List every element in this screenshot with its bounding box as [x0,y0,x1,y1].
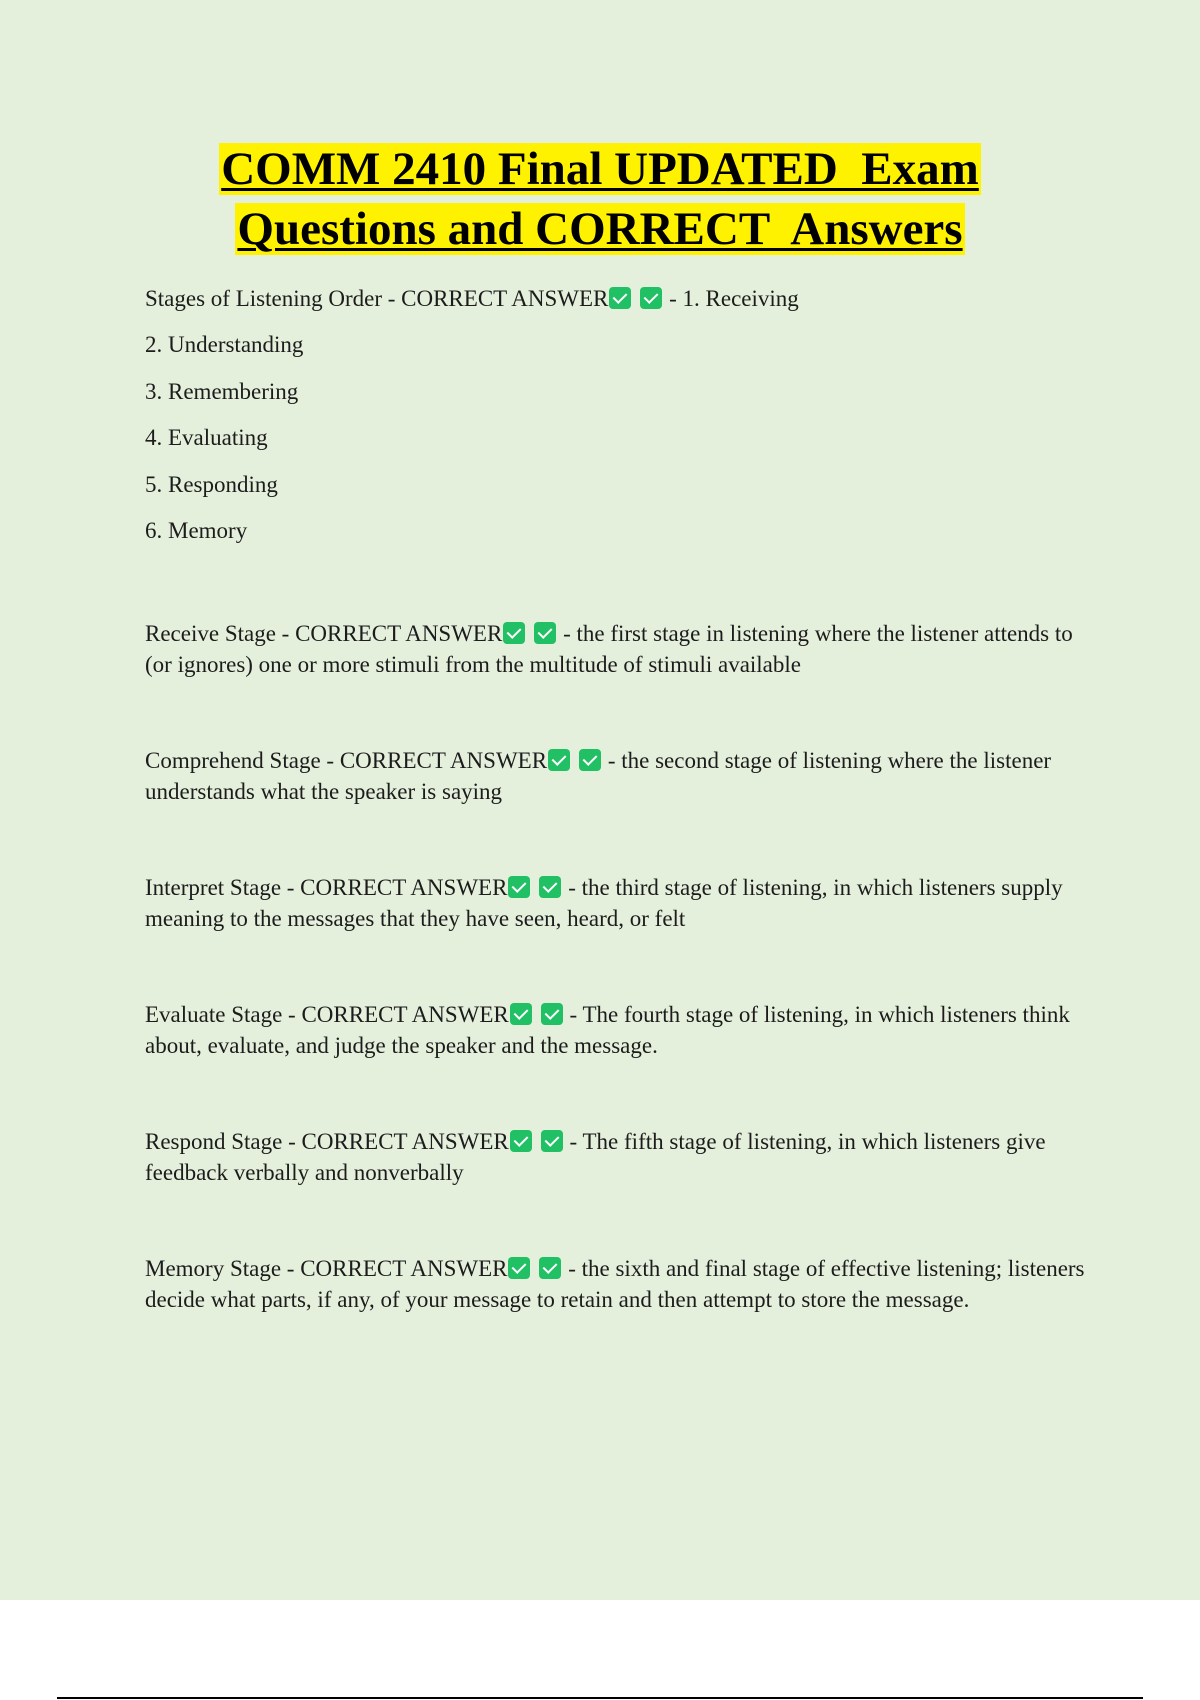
check-mark-icon [508,876,530,898]
list-item: 6. Memory [145,518,248,543]
title-line-1: COMM 2410 Final UPDATED Exam [221,143,979,195]
qa-content [145,283,1085,1315]
qa-term: Stages of Listening Order - CORRECT ANSWER [145,286,609,311]
check-mark-icon [534,622,556,644]
qa-answer: - the sixth and final stage of effective listening; listeners decide what parts, if any, of your message to retain and then attempt to store the message. [145,1255,1085,1312]
qa-item [145,999,1085,1061]
check-mark-icon [548,749,570,771]
check-mark-icon [640,287,662,309]
check-mark-icon [541,1130,563,1152]
qa-answer: - the first stage in listening where the listener attends to (or ignores) one or more stimuli from the multitude of stimuli available [145,620,1073,677]
document-title [0,143,1200,255]
qa-answer: - 1. Receiving [669,286,799,311]
qa-answer: - The fourth stage of listening, in which listeners think about, evaluate, and judge the speaker and the message. [145,1001,1070,1058]
qa-item [145,872,1085,934]
qa-term: Receive Stage - CORRECT ANSWER [145,620,503,646]
qa-answer: - the third stage of listening, in which listeners supply meaning to the messages that they have seen, heard, or felt [145,874,1063,931]
footer-divider [57,1697,1143,1699]
qa-item [145,618,1085,680]
qa-answer: - The fifth stage of listening, in which listeners give feedback verbally and nonverbally [145,1128,1046,1185]
check-mark-icon [609,287,631,309]
check-mark-icon [539,876,561,898]
list-item: 3. Remembering [145,378,299,404]
qa-item [145,1253,1085,1315]
title-line-2: Questions and CORRECT Answers [237,203,963,255]
qa-term: Evaluate Stage - CORRECT ANSWER [145,1001,509,1027]
check-mark-icon [510,1130,532,1152]
qa-term: Interpret Stage - CORRECT ANSWER [145,874,508,900]
list-item: 5. Responding [145,471,278,497]
qa-item [145,745,1085,807]
qa-term: Memory Stage - CORRECT ANSWER [145,1255,508,1281]
list-item: 2. Understanding [145,332,304,357]
qa-term: Comprehend Stage - CORRECT ANSWER [145,747,548,773]
qa-item [145,283,1085,314]
check-mark-icon [503,622,525,644]
qa-answer: - the second stage of listening where the listener understands what the speaker is saying [145,747,1052,804]
check-mark-icon [579,749,601,771]
qa-term: Respond Stage - CORRECT ANSWER [145,1128,509,1154]
check-mark-icon [510,1003,532,1025]
check-mark-icon [508,1257,530,1279]
qa-item [145,1126,1085,1188]
check-mark-icon [539,1257,561,1279]
check-mark-icon [541,1003,563,1025]
list-item: 4. Evaluating [145,425,268,450]
